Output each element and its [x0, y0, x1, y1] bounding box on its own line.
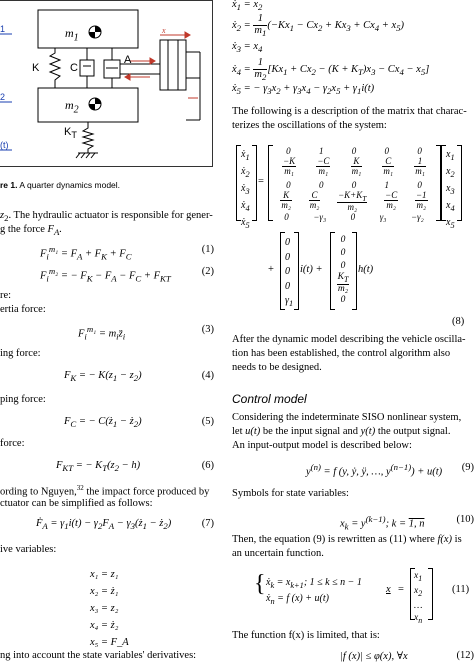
- control-text-3: An input-output model is described below:: [232, 440, 412, 451]
- state-var-2: x₂ = ż₁: [90, 586, 119, 597]
- left-mark-2: 2: [0, 92, 6, 102]
- after-model-1: After the dynamic model describing the vehicle oscilla-: [232, 334, 466, 345]
- equation-4: $F_K$ = − $K(z_1 - z_2)$ (4): [64, 370, 214, 384]
- equation-8-number: (8): [452, 316, 465, 327]
- after-model-2: tion has been established, the control algorithm also: [232, 348, 451, 359]
- limited-text: The function f(x) is limited, that is:: [232, 630, 380, 641]
- equation-3: $F_i^{m_1}$ = $m_iz̈_i$ (3): [78, 324, 214, 342]
- state-var-5: x₅ = F_A: [90, 637, 129, 648]
- five-vars-label: ive variables:: [0, 544, 57, 555]
- left-para-1: $z_2$. The hydraulic actuator is responsible for gener-: [0, 210, 213, 224]
- equation-5: $F_C$ = − $C(ż_1$ − $ż_2$) (5): [64, 416, 214, 430]
- label-k: K: [32, 62, 40, 74]
- nguyen-text-2: ctuator can be simplified as follows:: [0, 498, 153, 509]
- spring-label: ing force:: [0, 348, 41, 359]
- then-text-2: an uncertain function.: [232, 548, 324, 559]
- inertia-label: ertia force:: [0, 304, 46, 315]
- where-label: re:: [0, 290, 12, 301]
- label-kt: $K_T$: [64, 126, 77, 141]
- mass-m2-block: [38, 88, 138, 122]
- quarter-car-figure: [0, 0, 215, 167]
- after-model-3: needs to be designed.: [232, 362, 322, 373]
- figure-caption: re 1. A quarter dynamics model.: [0, 180, 121, 190]
- force-label: force:: [0, 438, 25, 449]
- equation-9: $y^{(n)} = f$ (y, ẏ, ÿ, …, $y^{(n-1)}) + u(t)$ (9): [306, 462, 474, 478]
- equation-1: $F_i^{m_1} = F_A + F_K + F_C$ (1): [40, 244, 214, 262]
- then-text-1: Then, the equation (9) is rewritten as (11) where f(x) is: [232, 534, 462, 545]
- actuator-a: [104, 48, 120, 88]
- label-m1: $m_1$: [65, 26, 79, 44]
- state-var-3: x₃ = z₂: [90, 603, 119, 614]
- damping-label: ping force:: [0, 394, 46, 405]
- nguyen-text-1: ording to Nguyen,$^{32}$ the impact force produced by: [0, 484, 210, 498]
- left-para-1b: g the force $F_A$.: [0, 224, 62, 238]
- label-c: C: [70, 62, 78, 74]
- equation-10: $x_k = y^{(k-1)}$; k = 1, n (10): [340, 514, 474, 532]
- damper-c: [80, 48, 94, 88]
- state-var-1: x₁ = z₁: [90, 569, 119, 580]
- equation-6: $F_{KT}$ = − $K_T(z_2 - h)$ (6): [56, 460, 214, 474]
- left-bottom-text: ng into account the state variables' derivatives:: [0, 650, 197, 661]
- left-mark-1: 1: [0, 24, 6, 34]
- control-text-2: let u(t) be the input signal and y(t) the output signal.: [232, 426, 451, 437]
- equation-7: Ḟ$_A$ = $\gamma_1i(t) - \gamma_2F_A$ − $\gamma_3(ż_1$ − $ż_2$) (7): [36, 518, 214, 532]
- state-variables-list: [90, 566, 129, 651]
- equation-2: $F_i^{m_2}$ = − $F_K - F_A - F_C + F_{KT}$ (2): [40, 266, 214, 284]
- control-text-1: Considering the indeterminate SISO nonlinear system,: [232, 412, 462, 423]
- tire-spring-kt: [83, 122, 93, 153]
- label-a: A: [124, 54, 132, 66]
- matrix-description-2: terizes the oscillations of the system:: [232, 120, 387, 131]
- ground: [76, 153, 98, 158]
- matrix-description-1: The following is a description of the matrix that charac-: [232, 106, 467, 117]
- m1-center-icon: [89, 26, 101, 38]
- label-xref: x: [162, 26, 166, 35]
- label-m2: $m_2$: [65, 98, 79, 116]
- spring-k: [50, 48, 60, 88]
- state-var-4: x₄ = ż₂: [90, 620, 119, 631]
- m2-center-icon: [89, 98, 101, 110]
- left-mark-3: (t): [0, 140, 9, 150]
- section-heading: Control model: [232, 392, 307, 406]
- mass-m1-block: [38, 10, 138, 48]
- symbols-label: Symbols for state variables:: [232, 488, 349, 499]
- equation-12: |f (x)| ≤ φ(x), ∀x (12): [340, 650, 474, 662]
